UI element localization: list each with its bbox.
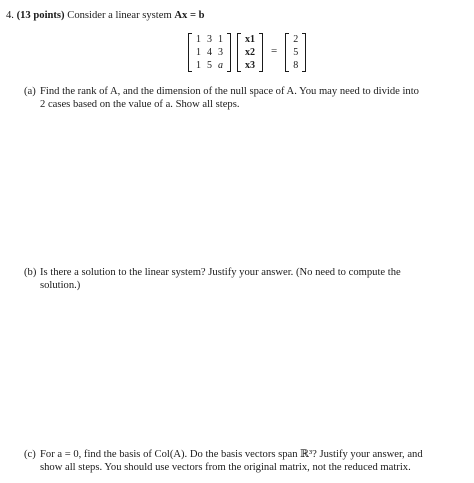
problem-number: 4. [6,10,14,21]
vector-x [237,33,263,72]
vector-b-entry: 8 [293,59,299,71]
equation-label [174,10,204,21]
problem-intro: Consider a linear system [67,10,172,21]
vector-b-entry: 2 [293,33,299,45]
part-a-line1 [24,85,466,98]
part-c [24,448,466,474]
problem-header [6,9,205,22]
part-b-text2: solution.) [40,280,81,292]
part-c-text2: show all steps. You should use vectors from the original matrix, not the reduced matrix. [40,462,411,474]
equation-label-text: Ax = b [174,10,205,21]
part-b [24,266,466,292]
part-a-text1: Find the rank of A, and the dimension of the null space of A. You may need to divide into [40,86,419,97]
equals-sign: = [271,45,278,58]
vector-b [285,33,306,72]
matrix-a-cell: 1 [218,33,223,45]
matrix-a-cell: a [218,59,223,71]
vector-x-entry: x1 [245,33,255,45]
matrix-a-cell: 3 [218,46,223,58]
problem-points: (13 points) [16,10,65,21]
matrix-a-cell: 5 [207,59,212,71]
part-c-line1 [24,448,466,461]
part-b-text1: Is there a solution to the linear system? Justify your answer. (No need to compute the [40,267,401,278]
vector-x-entry: x2 [245,46,255,58]
matrix-a-cell: 1 [196,33,201,45]
part-b-label: (b) [24,267,37,278]
vector-x-entry: x3 [245,59,255,71]
matrix-a-cell: 1 [196,46,201,58]
matrix-a [188,33,231,72]
matrix-a-cell: 4 [207,46,212,58]
part-a-text2: 2 cases based on the value of a. Show all steps. [40,99,240,111]
part-c-text1: For a = 0, find the basis of Col(A). Do the basis vectors span ℝ³? Justify your answer, and [40,449,423,460]
matrix-a-cell: 1 [196,59,201,71]
part-b-line1 [24,266,466,279]
vector-b-entry: 5 [293,46,299,58]
part-a [24,85,466,111]
matrix-a-cell: 3 [207,33,212,45]
matrix-equation [188,30,306,74]
part-c-label: (c) [24,449,36,460]
part-a-label: (a) [24,86,36,97]
